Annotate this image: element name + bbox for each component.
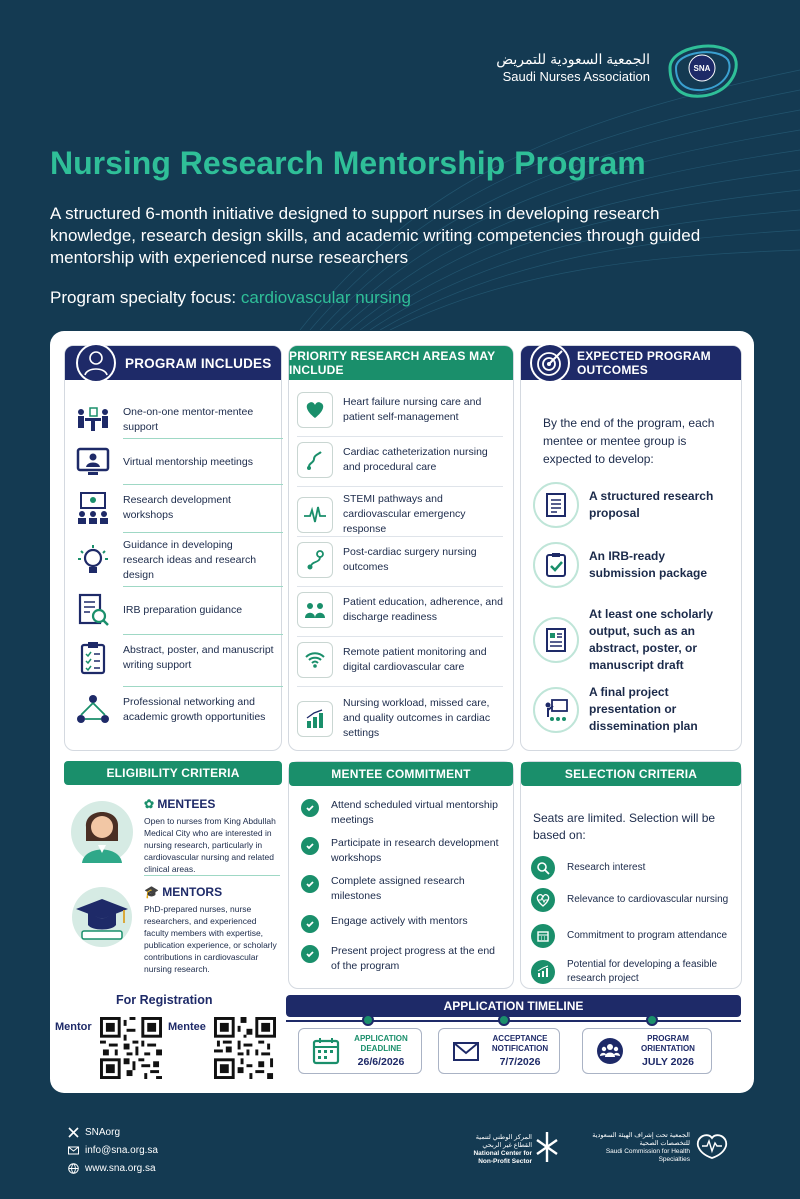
target-icon — [529, 342, 571, 384]
commitment-item — [301, 798, 501, 828]
outcome-label: A final project presentation or dissemination plan — [589, 685, 698, 733]
social-handle: SNAorg — [85, 1126, 121, 1138]
include-label: Research development workshops — [123, 494, 231, 521]
growth-chart-icon — [536, 965, 550, 979]
outcome-label: At least one scholarly output, such as an abstract, poster, or manuscript draft — [589, 607, 714, 672]
clipboard-icon — [75, 640, 111, 676]
include-label: IRB preparation guidance — [123, 603, 243, 616]
timeline-dot — [498, 1014, 510, 1026]
commitment-label: Complete assigned research milestones — [331, 875, 465, 902]
focus-value: cardiovascular nursing — [240, 288, 411, 307]
meeting-icon — [75, 402, 111, 438]
catheter-icon — [304, 449, 326, 471]
ecg-icon — [303, 504, 327, 526]
focus-label: Program specialty focus: — [50, 288, 237, 307]
commitment-item — [301, 944, 501, 974]
mortarboard-icon: 🎓 — [144, 885, 159, 899]
research-area-label: Patient education, adherence, and discharge readiness — [343, 596, 503, 623]
checklist-icon — [544, 552, 568, 578]
people-icon — [303, 599, 327, 621]
research-areas-header — [289, 346, 513, 380]
research-area-label: Post-cardiac surgery nursing outcomes — [343, 546, 477, 573]
lightbulb-icon — [75, 543, 111, 579]
research-areas-title: PRIORITY RESEARCH AREAS MAY INCLUDE — [289, 349, 496, 377]
x-social-icon — [68, 1127, 79, 1138]
commitment-panel — [288, 761, 514, 989]
nurse-avatar — [70, 797, 134, 867]
commitment-label: Attend scheduled virtual mentorship meetings — [331, 799, 498, 826]
selection-item — [531, 856, 731, 880]
research-area-label: Nursing workload, missed care, and quality outcomes in cardiac settings — [343, 697, 491, 739]
selection-header — [521, 762, 741, 786]
selection-label: Commitment to program attendance — [567, 930, 728, 941]
mentors-description: PhD-prepared nurses, nurse researchers, and experienced faculty members with expertise, publication experience, or scholarly contributions in cardiovascular nursing research. — [144, 904, 277, 974]
include-item — [75, 490, 275, 526]
email-address: info@sna.org.sa — [85, 1144, 158, 1156]
commitment-title: MENTEE COMMITMENT — [331, 767, 471, 781]
selection-title: SELECTION CRITERIA — [564, 767, 698, 781]
mentors-label: 🎓 MENTORS — [144, 885, 223, 899]
research-area-item — [297, 642, 503, 678]
specialty-focus — [50, 288, 411, 308]
eligibility-divider — [144, 875, 280, 876]
timeline-dot — [362, 1014, 374, 1026]
selection-item — [531, 924, 731, 948]
bar-chart-icon — [304, 708, 326, 730]
contact-links — [68, 1123, 158, 1177]
wifi-icon — [304, 649, 326, 671]
include-item — [75, 640, 275, 676]
selection-item — [531, 958, 731, 986]
include-label: Guidance in developing research ideas and research design — [123, 539, 257, 581]
timeline-date: JULY 2026 — [642, 1055, 694, 1068]
partner1-english: National Center for Non-Profit Sector — [473, 1150, 532, 1165]
partner-logo-ncnp — [468, 1134, 532, 1166]
registration-title: For Registration — [116, 993, 213, 1007]
timeline-date: 7/7/2026 — [499, 1055, 541, 1068]
commitment-label: Participate in research development workshops — [331, 837, 499, 864]
research-area-item — [297, 696, 503, 741]
outcomes-title: EXPECTED PROGRAM OUTCOMES — [577, 349, 711, 377]
include-item — [75, 444, 275, 480]
selection-label: Potential for developing a feasible research project — [567, 959, 718, 984]
research-area-item — [297, 592, 503, 628]
presentation-icon — [543, 697, 569, 723]
heart-pulse-icon — [536, 893, 550, 907]
email-link[interactable] — [68, 1141, 158, 1159]
research-area-label: Heart failure nursing care and patient self-management — [343, 396, 482, 423]
eligibility-title: ELIGIBILITY CRITERIA — [106, 766, 240, 780]
mentees-description: Open to nurses from King Abdullah Medical City who are interested in nursing research, particularly in cardiovascular nursing and related clinical areas. — [144, 816, 276, 874]
timeline-date: 26/6/2026 — [357, 1055, 405, 1068]
program-includes-panel — [64, 345, 282, 751]
timeline-item — [438, 1028, 560, 1074]
monitor-icon — [75, 444, 111, 480]
eligibility-header — [64, 761, 282, 785]
partner1-arabic: المركز الوطني لتنمية القطاع غير الربحي — [475, 1134, 532, 1149]
commitment-item — [301, 836, 501, 866]
commitment-item — [301, 874, 501, 904]
partner-logo-scfhs — [574, 1132, 690, 1164]
mentees-label: ✿ MENTEES — [144, 797, 216, 811]
outcomes-intro: By the end of the program, each mentee or mentee group is expected to develop: — [543, 416, 715, 466]
commitment-item — [301, 914, 501, 933]
mentor-qr-label: Mentor — [55, 1021, 92, 1033]
research-area-item — [297, 492, 503, 537]
org-name-arabic: الجمعية السعودية للتمريض — [496, 51, 650, 67]
website-url: www.sna.org.sa — [85, 1162, 156, 1174]
commitment-label: Engage actively with mentors — [331, 915, 468, 927]
selection-item — [531, 888, 731, 912]
social-link[interactable] — [68, 1123, 158, 1141]
email-icon — [68, 1145, 79, 1156]
timeline-label: APPLICATION DEADLINE 26/6/2026 — [341, 1034, 421, 1069]
envelope-icon — [451, 1036, 481, 1066]
eligibility-panel — [64, 761, 282, 989]
page-title: Nursing Research Mentorship Program — [50, 145, 646, 181]
mentor-qr-code[interactable] — [100, 1017, 162, 1079]
mentee-qr-label: Mentee — [168, 1021, 206, 1033]
research-area-label: Cardiac catheterization nursing and procedural care — [343, 446, 488, 473]
commitment-label: Present project progress at the end of the program — [331, 945, 496, 972]
ncnp-logo-icon — [534, 1130, 560, 1164]
selection-panel — [520, 761, 742, 989]
outcome-label: A structured research proposal — [589, 489, 714, 520]
outcomes-panel — [520, 345, 742, 751]
include-item — [75, 592, 275, 628]
main-card — [50, 331, 754, 1093]
research-areas-panel — [288, 345, 514, 751]
commitment-header — [289, 762, 513, 786]
timeline-label: PROGRAM ORIENTATION JULY 2026 — [625, 1034, 711, 1069]
heart-icon — [304, 399, 326, 421]
timeline-item — [298, 1028, 422, 1074]
partner2-english: Saudi Commission for Health Specialties — [605, 1148, 690, 1163]
group-icon — [595, 1036, 625, 1066]
timeline-dot — [646, 1014, 658, 1026]
check-icon — [301, 837, 319, 855]
scfhs-logo-icon — [694, 1130, 730, 1160]
outcome-label: An IRB-ready submission package — [589, 549, 708, 580]
sna-logo-icon — [662, 36, 740, 100]
outcome-item — [533, 684, 733, 735]
include-label: Virtual mentorship meetings — [123, 455, 253, 468]
proposal-icon — [544, 492, 568, 518]
include-item — [75, 538, 275, 583]
workshop-icon — [75, 490, 111, 526]
include-label: Professional networking and academic growth opportunities — [123, 696, 266, 723]
timeline-item — [582, 1028, 712, 1074]
program-includes-title: PROGRAM INCLUDES — [125, 355, 272, 371]
search-icon — [536, 861, 550, 875]
outcome-item — [533, 482, 733, 528]
selection-label: Research interest — [567, 862, 646, 873]
page-subtitle: A structured 6-month initiative designed to support nurses in developing research knowledge, research design skills, and academic writing competencies through guided mentorship with experienced nurse researchers — [50, 204, 701, 267]
partner2-arabic: الجمعية تحت إشراف الهيئة السعودية للتخصصات الصحية — [592, 1132, 690, 1147]
selection-label: Relevance to cardiovascular nursing — [567, 894, 729, 905]
outcome-item — [533, 542, 733, 588]
include-item — [75, 402, 275, 438]
research-area-label: STEMI pathways and cardiovascular emergency response — [343, 493, 466, 535]
selection-intro: Seats are limited. Selection will be based on: — [533, 811, 716, 842]
timeline-label: ACCEPTANCE NOTIFICATION 7/7/2026 — [481, 1034, 559, 1069]
award-icon: ✿ — [144, 797, 155, 811]
research-area-item — [297, 442, 503, 478]
org-name-english: Saudi Nurses Association — [502, 69, 650, 84]
research-area-item — [297, 542, 503, 578]
network-icon — [75, 692, 111, 728]
website-link[interactable] — [68, 1159, 158, 1177]
logo-abbr: SNA — [693, 64, 711, 73]
poster-icon — [544, 627, 568, 653]
globe-icon — [68, 1163, 79, 1174]
check-icon — [301, 945, 319, 963]
research-area-label: Remote patient monitoring and digital cardiovascular care — [343, 646, 487, 673]
calendar-icon — [536, 929, 550, 943]
mentee-qr-code[interactable] — [214, 1017, 276, 1079]
nurse-icon — [75, 342, 117, 384]
timeline-line — [286, 1020, 741, 1022]
outcome-item — [533, 606, 733, 674]
sna-logo — [496, 36, 740, 100]
calendar-icon — [311, 1036, 341, 1066]
include-label: Abstract, poster, and manuscript writing support — [123, 644, 274, 671]
include-label: One-on-one mentor-mentee support — [123, 406, 254, 433]
include-item — [75, 692, 275, 728]
document-search-icon — [75, 592, 111, 628]
timeline-title: APPLICATION TIMELINE — [286, 995, 741, 1017]
research-area-item — [297, 392, 503, 428]
check-icon — [301, 875, 319, 893]
graduation-cap-icon — [70, 885, 134, 949]
stethoscope-icon — [304, 549, 326, 571]
check-icon — [301, 915, 319, 933]
check-icon — [301, 799, 319, 817]
